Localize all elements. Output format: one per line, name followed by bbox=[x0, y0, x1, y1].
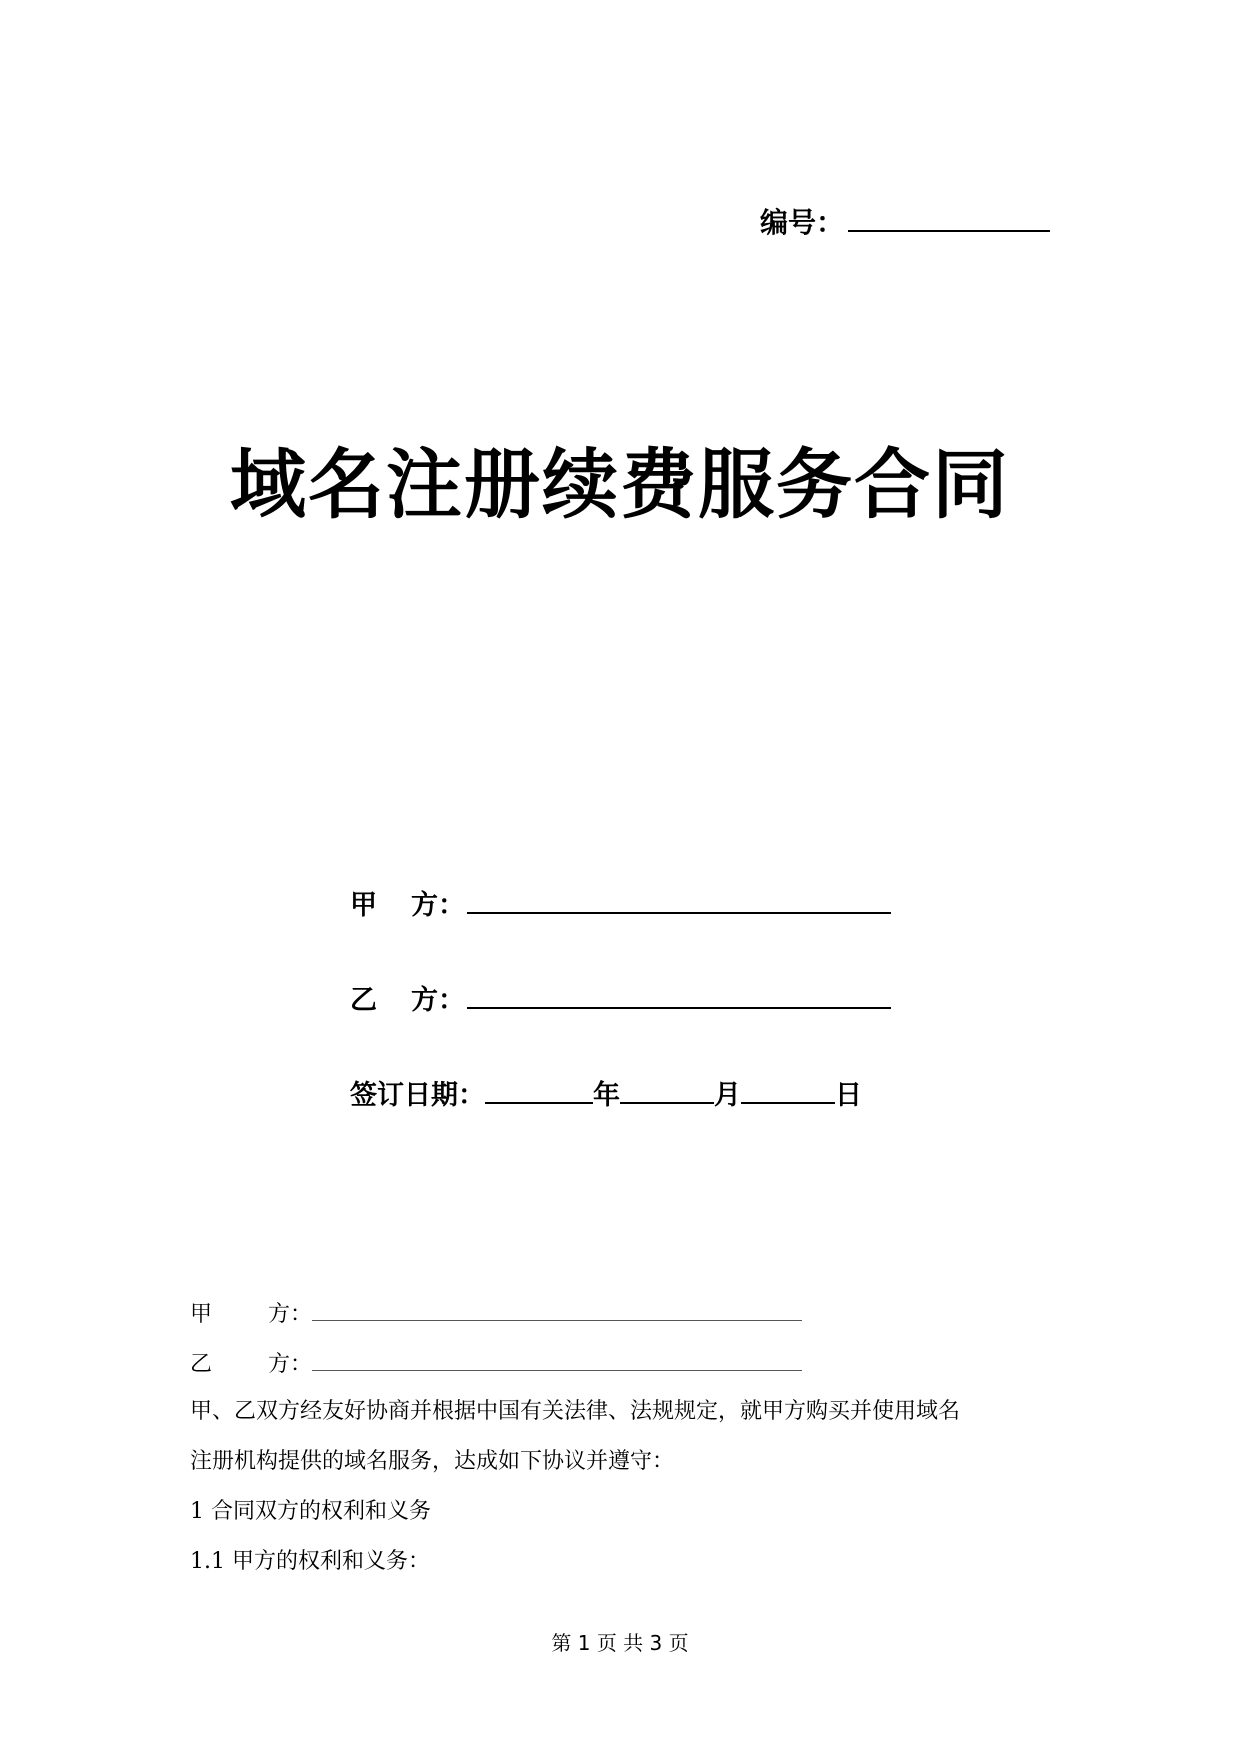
signing-date-label: 签订日期： bbox=[350, 1080, 485, 1111]
signing-month-label: 月 bbox=[714, 1080, 741, 1111]
document-title: 域名注册续费服务合同 bbox=[230, 440, 1010, 529]
cover-party-b-field bbox=[350, 977, 891, 1021]
serial-number-label: 编号： bbox=[760, 206, 845, 239]
body-party-b-field bbox=[190, 1348, 802, 1380]
section-heading-1: 1 合同双方的权利和义务 bbox=[190, 1499, 431, 1524]
body-party-a-label-suffix: 方： bbox=[268, 1302, 313, 1327]
body-party-b-label: 乙 bbox=[190, 1352, 213, 1377]
body-party-a-blank[interactable] bbox=[312, 1298, 802, 1321]
signing-month-blank[interactable] bbox=[620, 1072, 714, 1104]
signing-day-label: 日 bbox=[835, 1080, 862, 1111]
cover-party-a-blank[interactable] bbox=[467, 882, 891, 914]
intro-paragraph-line-1: 甲、乙双方经友好协商并根据中国有关法律、法规规定，就甲方购买并使用域名 bbox=[190, 1399, 961, 1424]
cover-party-b-label: 乙 bbox=[350, 985, 377, 1016]
cover-party-b-label-suffix: 方： bbox=[411, 985, 465, 1016]
body-party-b-label-suffix: 方： bbox=[268, 1352, 313, 1377]
cover-party-a-label-suffix: 方： bbox=[411, 890, 465, 921]
body-party-a-label: 甲 bbox=[190, 1302, 213, 1327]
cover-party-b-blank[interactable] bbox=[467, 977, 891, 1009]
body-party-a-field bbox=[190, 1298, 802, 1330]
cover-party-a-label: 甲 bbox=[350, 890, 377, 921]
signing-year-label: 年 bbox=[593, 1080, 620, 1111]
intro-paragraph-line-2: 注册机构提供的域名服务，达成如下协议并遵守： bbox=[190, 1449, 675, 1474]
cover-party-a-field bbox=[350, 882, 891, 926]
signing-date-field bbox=[350, 1072, 862, 1116]
serial-number-field bbox=[760, 200, 1050, 243]
section-heading-1-1: 1.1 甲方的权利和义务： bbox=[190, 1549, 430, 1574]
page-number: 第 1 页 共 3 页 bbox=[551, 1631, 689, 1655]
signing-year-blank[interactable] bbox=[485, 1072, 593, 1104]
serial-number-blank[interactable] bbox=[848, 200, 1050, 232]
signing-day-blank[interactable] bbox=[741, 1072, 835, 1104]
body-party-b-blank[interactable] bbox=[312, 1348, 802, 1371]
